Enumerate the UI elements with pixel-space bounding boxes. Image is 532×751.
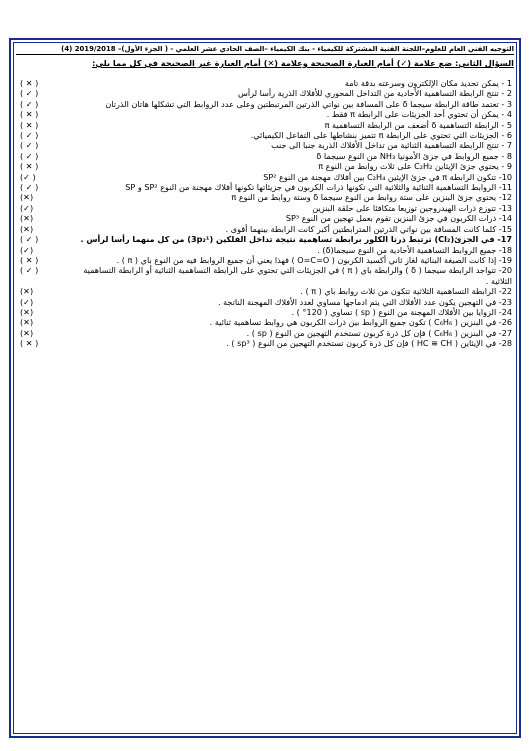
- statement-item: [18, 151, 512, 161]
- answer-mark: ( ✕ ): [20, 78, 39, 88]
- statement-text: 26- في البنزين ( C₆H₆ ) تكون جميع الروابط بين ذرات الكربون هي روابط تساهمية ثنائية .: [209, 317, 512, 328]
- answer-mark: (✕): [20, 286, 34, 297]
- answer-mark: (✕): [20, 192, 34, 203]
- statement-text: 18- جميع الروابط التساهمية الأحادية من النوع سيجما(δ) .: [317, 244, 512, 255]
- statement-item: [18, 140, 512, 150]
- answer-mark: (✕): [20, 213, 34, 224]
- statement-item: [18, 286, 512, 296]
- statement-item: [18, 213, 512, 223]
- statement-list: [18, 78, 512, 349]
- statement-item: [18, 317, 512, 327]
- section-title: السؤال الثاني: ضع علامة (✓) أمام العبارة الصحيحة وعلامة (✕) أمام العبارة غير الصحيحة في كل مما يلي:: [92, 58, 514, 68]
- statement-text: 9 - يحتوي جزئ الإيثاين C₂H₂ على ثلاث روابط من النوع π: [318, 161, 512, 172]
- statement-item: [18, 78, 512, 88]
- statement-text: 20- تتواجد الرابطة سيجما ( δ ) والرابطة باي ( π ) في الجزيئات التي تحتوي على الرابطة التساهمية الثنائية أو الرابطة التساهمية الثلاثية .: [83, 265, 512, 286]
- answer-mark: (✕): [20, 306, 34, 317]
- answer-mark: (✓ ): [20, 171, 36, 182]
- answer-mark: ( ✓ ): [20, 182, 39, 193]
- statement-text: 1 - يمكن تحديد مكان الإلكترون وسرعته بدقة تامة: [344, 78, 512, 88]
- statement-item: [18, 255, 512, 265]
- statement-item: [18, 109, 512, 119]
- statement-text: 17- في الجزئ(Cl₂) ترتبط ذرتا الكلور برابطة تساهمية نتيجة تداخل الفلكين (3p₂¹) من كل منهما رأسا لرأس .: [80, 234, 512, 245]
- statement-item: [18, 120, 512, 130]
- statement-item: [18, 338, 512, 348]
- answer-mark: ( ✓ ): [20, 130, 39, 141]
- statement-item: [18, 328, 512, 338]
- statement-text: 23- في التهجين يكون عدد الأفلاك التي يتم ادماجها مساوي لعدد الأفلاك المهجنة الناتجة .: [217, 296, 512, 307]
- statement-text: 8 - جميع الروابط في جزئ الأمونيا NH₃ من النوع سيجما δ: [316, 150, 512, 161]
- statement-item: [18, 192, 512, 202]
- statement-item: [18, 203, 512, 213]
- statement-item: [18, 88, 512, 98]
- answer-mark: ( ✓ ): [20, 98, 39, 109]
- statement-text: 22- الرابطة التساهمية الثلاثية تتكون من ثلاث روابط باي ( π ) .: [300, 286, 512, 297]
- answer-mark: ( ✓ ): [20, 234, 39, 245]
- answer-mark: ( ✓ ): [20, 150, 39, 161]
- statement-text: 2 - تنتج الرابطة التساهمية الأحادية من التداخل المحوري للأفلاك الذرية رأسا لرأس: [238, 88, 512, 99]
- answer-mark: ( ✕ ): [20, 254, 39, 265]
- statement-text: 7 - تنتج الرابطة التساهمية الثنائية من تداخل الأفلاك الذرية جنبا الى جنب: [271, 140, 512, 151]
- statement-item: [18, 99, 512, 109]
- statement-text: 10- تتكون الرابطة π في جزئ الإيثين C₂H₄ بين أفلاك مهجنة من النوع SP²: [263, 171, 512, 182]
- answer-mark: ( ✕ ): [20, 161, 39, 172]
- statement-item: [18, 245, 512, 255]
- statement-text: 5 - الرابطة التساهمية δ أضعف من الرابطة التساهمية π: [324, 119, 512, 130]
- statement-text: 13- تتوزع ذرات الهيدروجين توزيعا متكافئا على حلقة البنزين: [312, 202, 512, 213]
- statement-text: 27- في البنزين ( C₆H₆ ) فإن كل ذرة كربون تستخدم التهجين من النوع ( sp ) .: [246, 327, 512, 338]
- statement-text: 6 - الجزيئات التي تحتوي على الرابطة π تتميز بنشاطها على التفاعل الكيميائي.: [250, 130, 512, 141]
- answer-mark: (✓): [20, 202, 34, 213]
- statement-text: 19- إذا كانت الصيغة البنائية لغاز ثاني أكسيد الكربون ( O=C=O ) فهذا يعني أن جميع الروابط فيه من النوع باي ( π ) .: [116, 254, 512, 265]
- answer-mark: (✕): [20, 327, 34, 338]
- statement-item: [18, 224, 512, 234]
- statement-text: 24- الزوايا بين الأفلاك المهجنة من النوع ( sp ) تساوي ( 120° ) .: [291, 306, 512, 317]
- answer-mark: ( ✕ ): [20, 338, 39, 349]
- page-header: التوجيه الفني العام للعلوم–اللجنة الفنية المشتركة للكيمياء - بنك الكيمياء –الصف الحادي عشر العلمي - ( الجزء الأول)– 2019/2018 (4): [16, 45, 514, 55]
- answer-mark: (✓): [20, 296, 34, 307]
- answer-mark: ( ✕ ): [20, 119, 39, 130]
- statement-text: 3 - تعتمد طاقة الرابطة سيجما δ على المسافة بين نواتي الذرتين المرتبطتين وعلى عدد الروابط التي تشكلها هاتان الذرتان: [105, 98, 512, 109]
- statement-text: 28- في الإيثاين ( HC ≡ CH ) فإن كل ذرة كربون تستخدم التهجين من النوع ( sp³ ) .: [226, 338, 512, 349]
- statement-text: 12- يحتوي جزئ البنزين على ستة روابط من النوع سيجما δ وستة روابط من النوع π: [231, 192, 512, 203]
- answer-mark: (✓): [20, 244, 34, 255]
- statement-text: 11- الروابط التساهمية الثنائية والثلاثية التي تكونها ذرات الكربون في جزيئاتها تكونها أفلاك مهجنة من النوع SP² و SP: [125, 182, 512, 193]
- answer-mark: ( ✓ ): [20, 88, 39, 99]
- statement-item: [18, 307, 512, 317]
- statement-text: 4 - يمكن أن تحتوي أحد الجزيئات على الرابطة π فقط .: [326, 109, 512, 120]
- statement-item: [18, 172, 512, 182]
- statement-item: [18, 297, 512, 307]
- answer-mark: (✕): [20, 223, 34, 234]
- answer-mark: ( ✓ ): [20, 140, 39, 151]
- answer-mark: (✕): [20, 317, 34, 328]
- statement-item: [18, 234, 512, 244]
- statement-text: 14- ذرات الكربون في جزئ البنزين تقوم بعمل تهجين من النوع SP³: [285, 213, 512, 224]
- statement-text: 15- كلما كانت المسافة بين نواتي الذرتين المترابطتين أكبر كانت الرابطة بينهما أقوى .: [225, 223, 512, 234]
- statement-item: [18, 161, 512, 171]
- answer-mark: ( ✕ ): [20, 109, 39, 120]
- answer-mark: ( ✓ ): [20, 265, 39, 276]
- statement-item: [18, 182, 512, 192]
- statement-item: [18, 130, 512, 140]
- statement-item: [18, 265, 512, 286]
